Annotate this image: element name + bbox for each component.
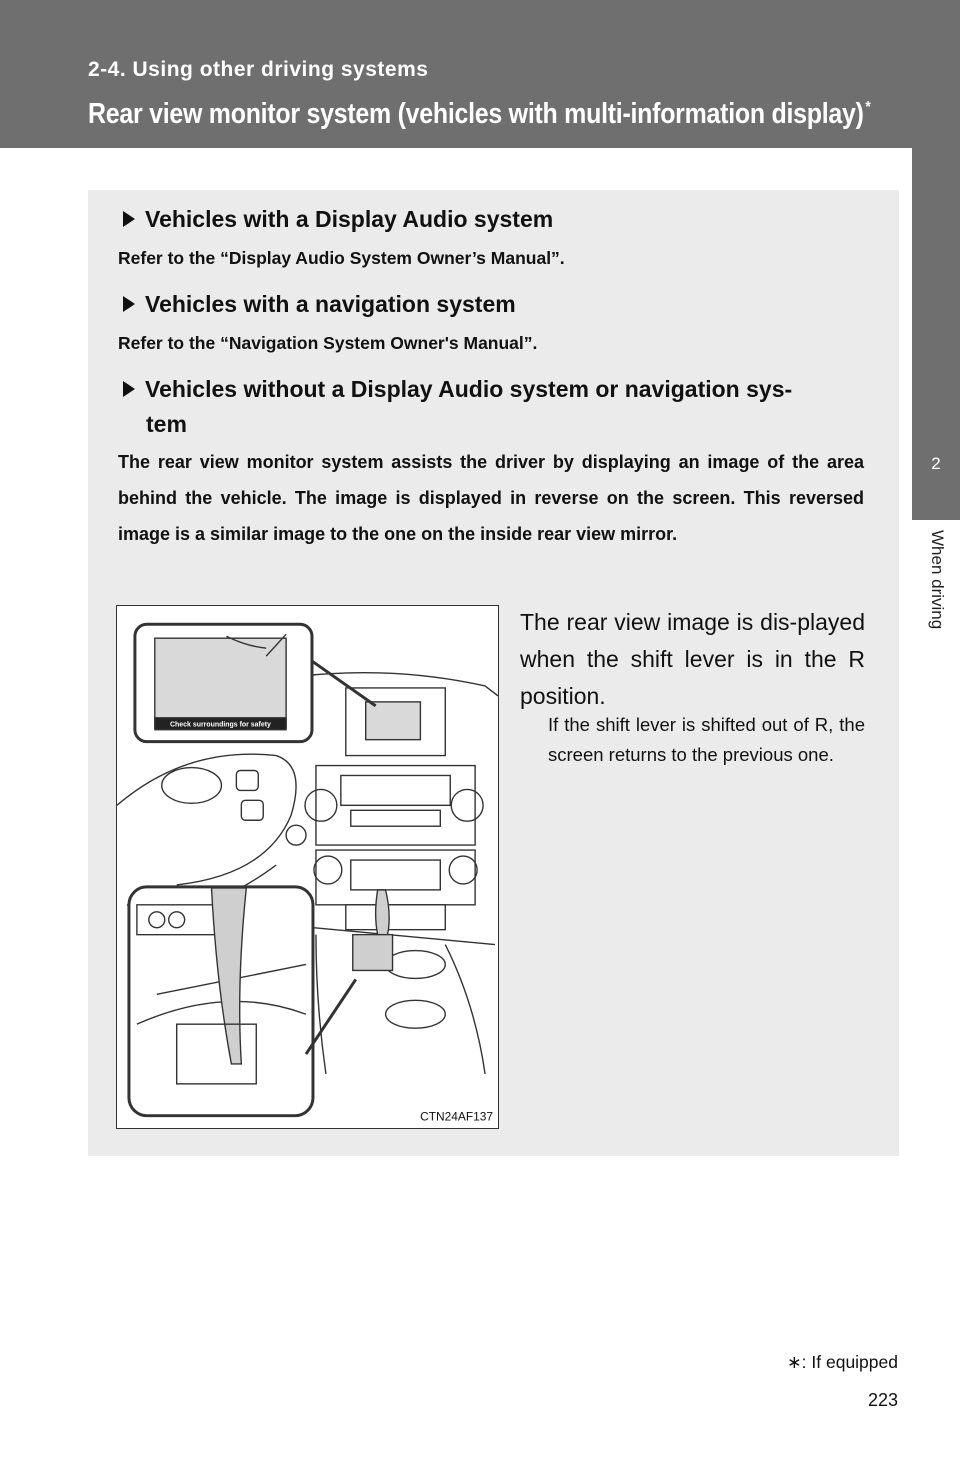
item-body-display-audio: Refer to the “Display Audio System Owner’s Manual”.	[118, 248, 565, 268]
dashboard-illustration	[116, 605, 499, 1129]
dashboard-drawing	[117, 606, 498, 1128]
illustration-code: CTN24AF137	[420, 1109, 494, 1124]
page-number: 223	[867, 1390, 898, 1410]
section-title: 2-4. Using other driving systems	[88, 58, 429, 81]
item-heading-without	[123, 376, 792, 403]
arrow-icon	[123, 381, 135, 397]
item-heading-text: Vehicles with a Display Audio system	[145, 206, 554, 232]
chapter-label-text: When driving	[928, 530, 947, 630]
page-title-text: Rear view monitor system (vehicles with multi-information display)	[88, 98, 864, 130]
chapter-number: 2	[931, 454, 941, 473]
arrow-icon	[123, 211, 135, 227]
caption-text: The rear view image is dis-played when the shift lever is in the R position.	[520, 609, 865, 709]
footnote: ∗: If equipped	[787, 1352, 898, 1372]
note-text: If the shift lever is shifted out of R, the screen returns to the previous one.	[548, 714, 865, 765]
page-title	[88, 98, 871, 131]
item-heading-navigation	[123, 291, 516, 318]
item-body-navigation: Refer to the “Navigation System Owner's Manual”.	[118, 333, 538, 353]
page-header	[0, 0, 960, 148]
screen-text: Check surroundings for safety	[170, 721, 271, 729]
item-heading-display-audio	[123, 206, 553, 233]
description-paragraph: The rear view monitor system assists the driver by displaying an image of the area behind the vehicle. The image is displayed in reverse on the screen. This reversed image is a similar image to the one on the inside rear view mirror.	[118, 452, 864, 544]
item-heading-text: Vehicles without a Display Audio system or navigation sys-	[145, 376, 793, 402]
item-heading-without-cont: tem	[146, 411, 187, 437]
if-equipped-mark: *	[865, 99, 871, 117]
item-heading-text: Vehicles with a navigation system	[145, 291, 516, 317]
arrow-icon	[123, 296, 135, 312]
chapter-label	[917, 530, 957, 670]
